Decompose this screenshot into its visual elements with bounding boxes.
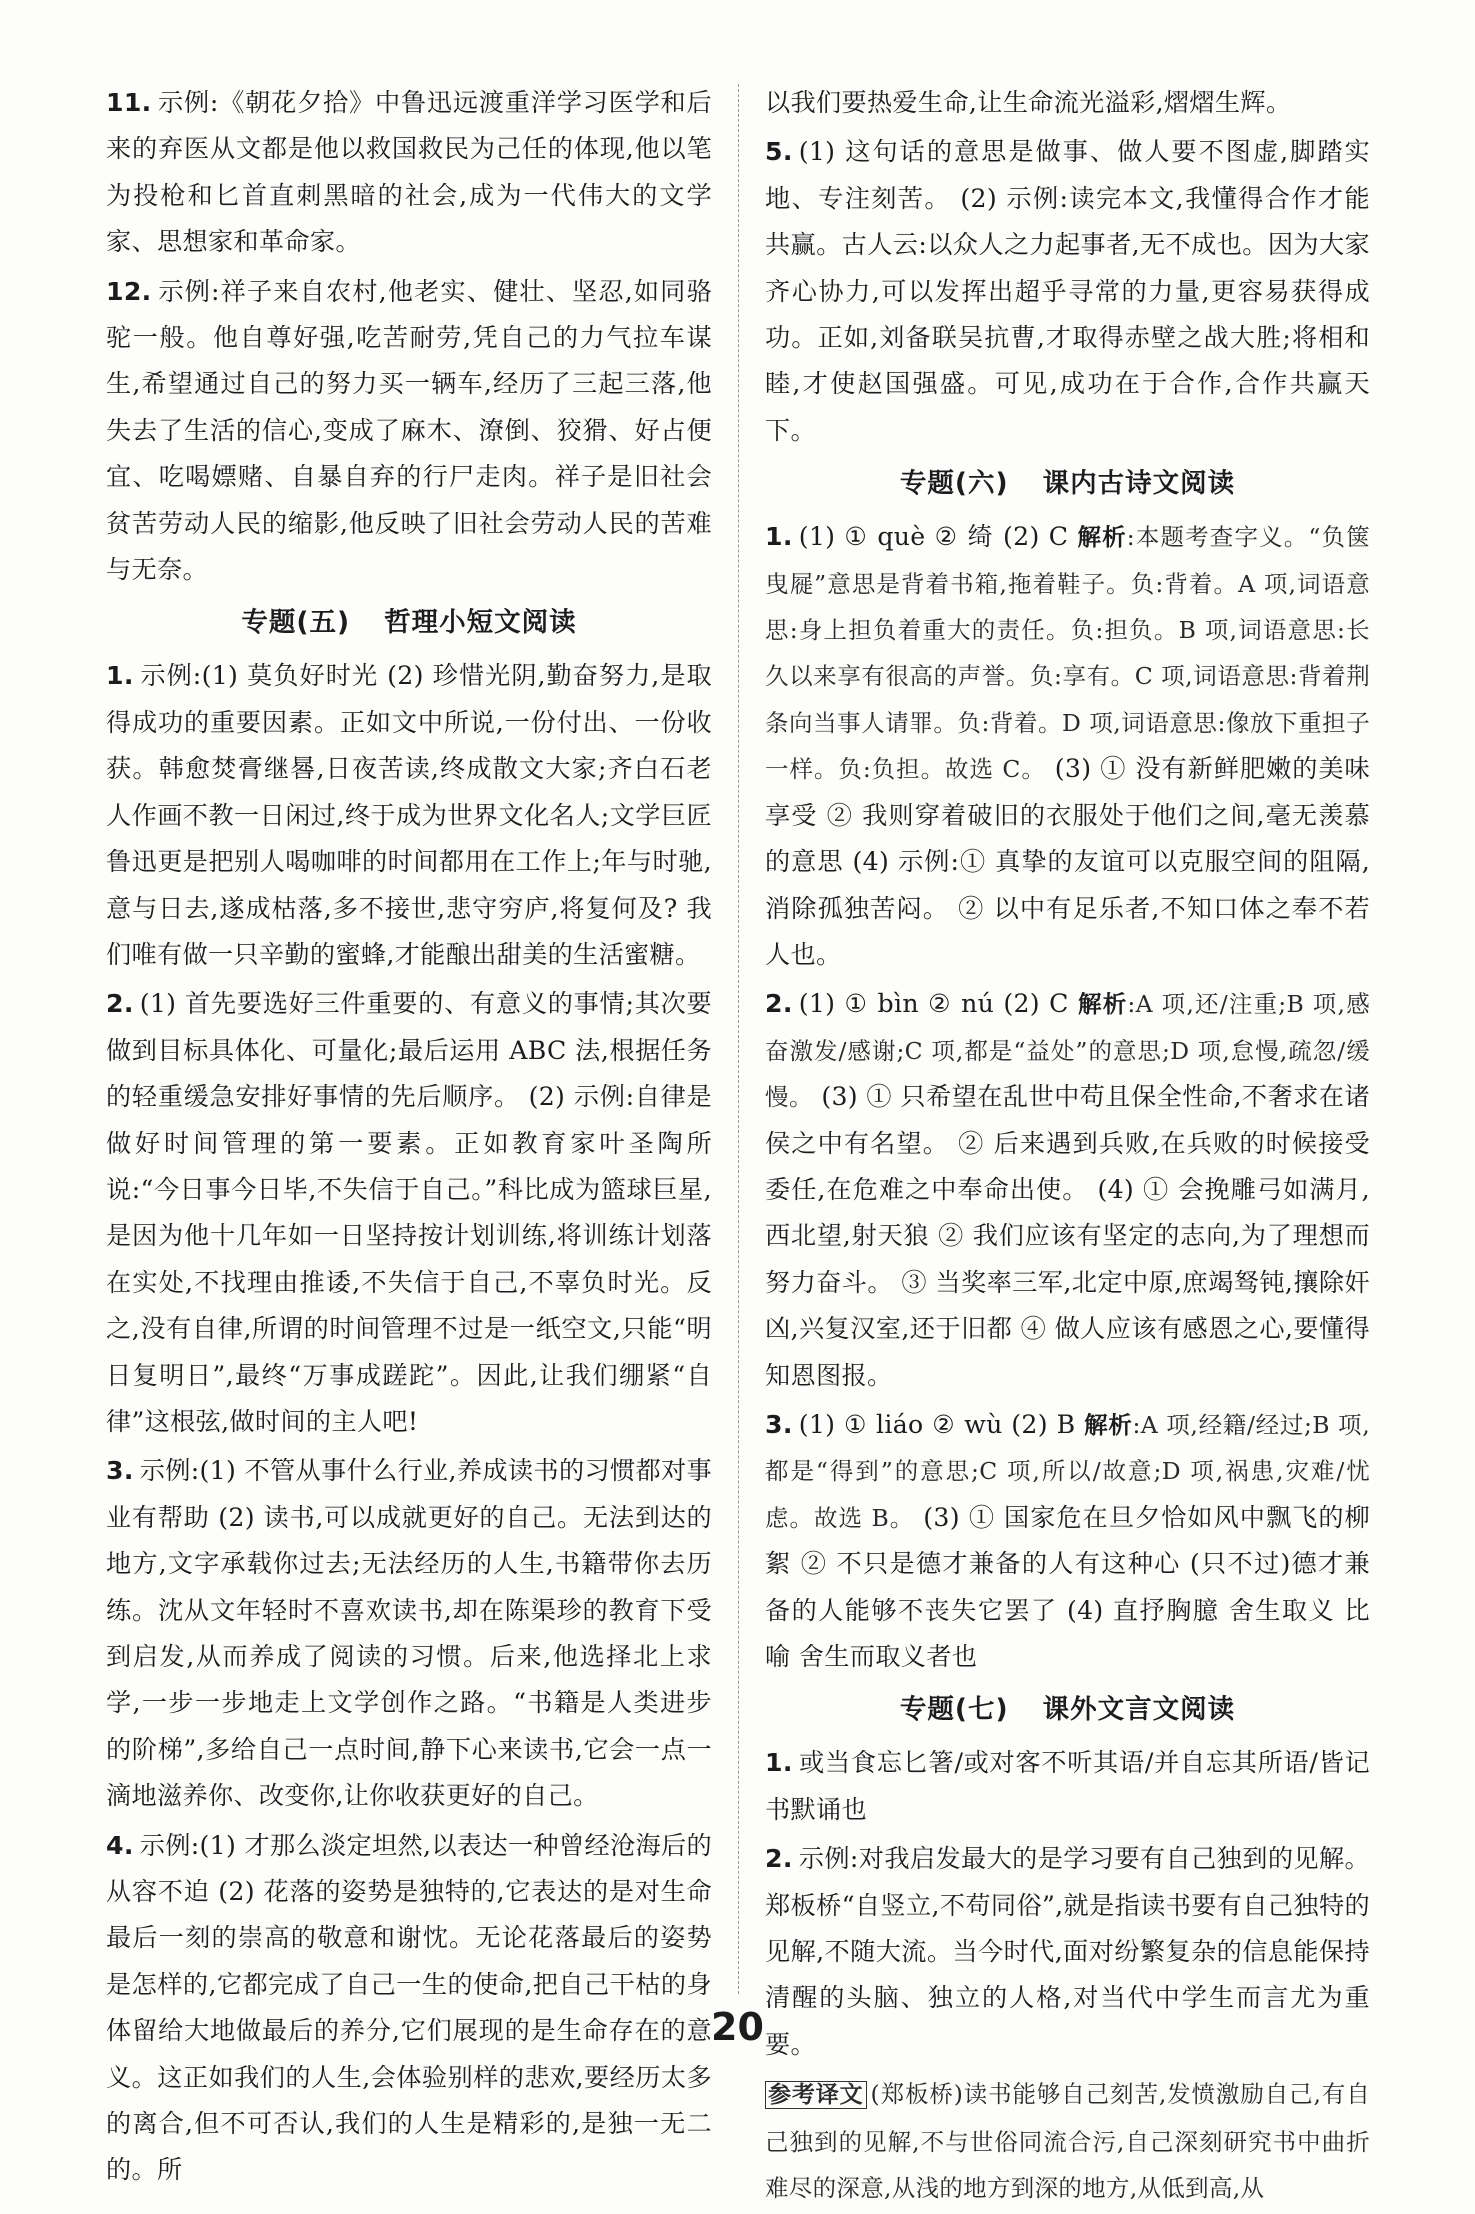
analysis-text: [765, 523, 1370, 783]
item-text: 示例:(1) 不管从事什么行业,养成读书的习惯都对事业有帮助 (2) 读书,可以成就更好的自己。无法到达的地方,文字承载你过去;无法经历的人生,书籍带你去历练。沈从文年轻时不喜欢读书,却在陈渠珍的教育下受到启发,从而养成了阅读的习惯。后来,他选择北上求学,一步一步地走上文学创作之路。“书籍是人类进步的阶梯”,多给自己一点时间,静下心来读书,它会一点一滴地滋养你、改变你,让你收获更好的自己。: [106, 1456, 712, 1811]
item-number: 1.: [765, 522, 793, 552]
continuation-text: 以我们要热爱生命,让生命流光溢彩,熠熠生辉。: [765, 88, 1292, 117]
item-number: 2.: [765, 1844, 793, 1874]
item-number: 3.: [765, 1409, 793, 1439]
item-tail: (3) ① 没有新鲜肥嫩的美味享受 ② 我则穿着破旧的衣服处于他们之间,毫无羡慕的意思 (4) 示例:① 真挚的友谊可以克服空间的阻隔,消除孤独苦闷。 ② 以中有足乐者,不知口体之奉不若人也。: [765, 754, 1370, 969]
item-text: 示例:(1) 才那么淡定坦然,以表达一种曾经沧海后的从容不迫 (2) 花落的姿势是独特的,它表达的是对生命最后一刻的崇高的敬意和谢忱。无论花落最后的姿势是怎样的,它都完成了自己一生的使命,把自己干枯的身体留给大地做最后的养分,它们展现的是生命存在的意义。这正如我们的人生,会体验别样的悲欢,要经历太多的离合,但不可否认,我们的人生是精彩的,是独一无二的。所: [106, 1830, 712, 2185]
item-number: 12.: [106, 276, 152, 306]
item-text: 示例:祥子来自农村,他老实、健壮、坚忍,如同骆驼一般。他自尊好强,吃苦耐劳,凭自己的力气拉车谋生,希望通过自己的努力买一辆车,经历了三起三落,他失去了生活的信心,变成了麻木、潦倒、狡猾、好占便宜、吃喝嫖赌、自暴自弃的行尸走肉。祥子是旧社会贫苦劳动人民的缩影,他反映了旧社会劳动人民的苦难与无奈。: [106, 276, 712, 585]
analysis-label: 解析: [1077, 523, 1127, 552]
item-text: 示例:《朝花夕拾》中鲁迅远渡重洋学习医学和后来的弃医从文都是他以救国救民为己任的体现,他以笔为投枪和匕首直刺黑暗的社会,成为一代伟大的文学家、思想家和革命家。: [106, 88, 712, 257]
answer-item: [106, 981, 712, 1445]
item-number: 11.: [106, 88, 152, 117]
answer-item: [106, 1448, 712, 1819]
reference-translation: [765, 2071, 1370, 2211]
section-heading: [765, 1686, 1370, 1734]
left-column: [106, 80, 712, 2197]
item-text: 示例:对我启发最大的是学习要有自己独到的见解。郑板桥“自竖立,不苟同俗”,就是指读书要有自己独特的见解,不随大流。当今时代,面对纷繁复杂的信息能保持清醒的头脑、独立的人格,对当代中学生而言尤为重要。: [765, 1844, 1370, 2059]
section-subtitle: 课外文言文阅读: [1042, 1694, 1236, 1726]
answer-item: [106, 269, 712, 594]
reference-text: (郑板桥)读书能够自己刻苦,发愤激励自己,有自己独到的见解,不与世俗同流合污,自己深刻研究书中曲折难尽的深意,从浅的地方到深的地方,从低到高,从: [765, 2080, 1370, 2203]
item-tail: (3) ① 国家危在旦夕恰如风中飘飞的柳絮 ② 不只是德才兼备的人有这种心 (只不过)德才兼备的人能够不丧失它罢了 (4) 直抒胸臆 舍生取义 比喻 舍生而取义者也: [765, 1502, 1371, 1671]
item-lead: (1) ① bìn ② nú (2) C: [798, 989, 1078, 1019]
answer-item: [106, 80, 712, 266]
item-lead: (1) ① liáo ② wù (2) B: [798, 1409, 1085, 1439]
section-heading: [106, 599, 712, 647]
item-text: (1) 这句话的意思是做事、做人要不图虚,脚踏实地、专注刻苦。 (2) 示例:读完本文,我懂得合作才能共赢。古人云:以众人之力起事者,无不成也。因为大家齐心协力,可以发挥出超乎寻常的力量,更容易获得成功。正如,刘备联吴抗曹,才取得赤壁之战大胜;将相和睦,才使赵国强盛。可见,成功在于合作,合作共赢天下。: [765, 137, 1371, 445]
item-number: 3.: [106, 1456, 134, 1486]
item-lead: (1) ① què ② 绮 (2) C: [798, 522, 1078, 552]
item-tail: (3) ① 只希望在乱世中苟且保全性命,不奢求在诸侯之中有名望。 ② 后来遇到兵败,在兵败的时候接受委任,在危难之中奉命出使。 (4) ① 会挽雕弓如满月,西北望,射天狼 ② 我们应该有坚定的志向,为了理想而努力奋斗。 ③ 当奖率三军,北定中原,庶竭驽钝,攘除奸凶,兴复汉室,还于旧都 ④ 做人应该有感恩之心,要懂得知恩图报。: [765, 1082, 1370, 1390]
reference-label: 参考译文: [765, 2081, 867, 2109]
answer-item: [765, 1402, 1370, 1680]
analysis-body: :A 项,还/注重;B 项,感奋激发/感谢;C 项,都是“益处”的意思;D 项,怠慢,疏忽/缓慢。: [765, 990, 1370, 1112]
column-divider: [738, 84, 739, 1994]
item-number: 2.: [765, 989, 793, 1019]
page-number: 20: [711, 2005, 764, 2049]
item-text: (1) 首先要选好三件重要的、有意义的事情;其次要做到目标具体化、可量化;最后运用 ABC 法,根据任务的轻重缓急安排好事情的先后顺序。 (2) 示例:自律是做好时间管理的第一要素。正如教育家叶圣陶所说:“今日事今日毕,不失信于自己。”科比成为篮球巨星,是因为他十几年如一日坚持按计划训练,将训练计划落在实处,不找理由推诿,不失信于自己,不辜负时光。反之,没有自律,所谓的时间管理不过是一纸空文,只能“明日复明日”,最终“万事成蹉跎”。因此,让我们绷紧“自律”这根弦,做时间的主人吧!: [106, 989, 712, 1436]
item-number: 1.: [106, 661, 134, 691]
item-number: 1.: [765, 1748, 793, 1778]
item-text: 或当食忘匕箸/或对客不听其语/并自忘其所语/皆记书默诵也: [765, 1748, 1370, 1824]
answer-item: [106, 653, 712, 978]
answer-item: [765, 129, 1370, 454]
answer-item: [765, 981, 1370, 1399]
analysis-body: :本题考查字义。“负箧曳屣”意思是背着书箱,拖着鞋子。负:背着。A 项,词语意思:身上担负着重大的责任。负:担负。B 项,词语意思:长久以来享有很高的声誉。负:享有。C 项,词语意思:背着荆条向当事人请罪。负:背着。D 项,词语意思:像放下重担子一样。负:负担。故选 C。: [765, 523, 1370, 784]
analysis-body: :A 项,经籍/经过;B 项,都是“得到”的意思;C 项,所以/故意;D 项,祸患,灾难/忧虑。故选 B。: [765, 1410, 1370, 1532]
answer-item: [765, 514, 1370, 978]
section-title: 专题(五): [241, 607, 351, 639]
right-column: [765, 80, 1370, 2214]
item-number: 2.: [106, 989, 134, 1019]
section-heading: [765, 460, 1370, 508]
item-text: 示例:(1) 莫负好时光 (2) 珍惜光阴,勤奋努力,是取得成功的重要因素。正如文中所说,一份付出、一份收获。韩愈焚膏继晷,日夜苦读,终成散文大家;齐白石老人作画不教一日闲过,终于成为世界文化名人;文学巨匠鲁迅更是把别人喝咖啡的时间都用在工作上;年与时驰,意与日去,遂成枯落,多不接世,悲守穷庐,将复何及? 我们唯有做一只辛勤的蜜蜂,才能酿出甜美的生活蜜糖。: [106, 661, 712, 969]
section-subtitle: 哲理小短文阅读: [384, 607, 577, 639]
item-number: 5.: [765, 137, 793, 167]
section-title: 专题(七): [899, 1694, 1009, 1726]
answer-item: [765, 1740, 1370, 1833]
item-number: 4.: [106, 1830, 134, 1860]
section-subtitle: 课内古诗文阅读: [1042, 468, 1236, 500]
section-title: 专题(六): [899, 468, 1009, 500]
analysis-label: 解析: [1077, 990, 1128, 1019]
analysis-label: 解析: [1084, 1410, 1133, 1439]
